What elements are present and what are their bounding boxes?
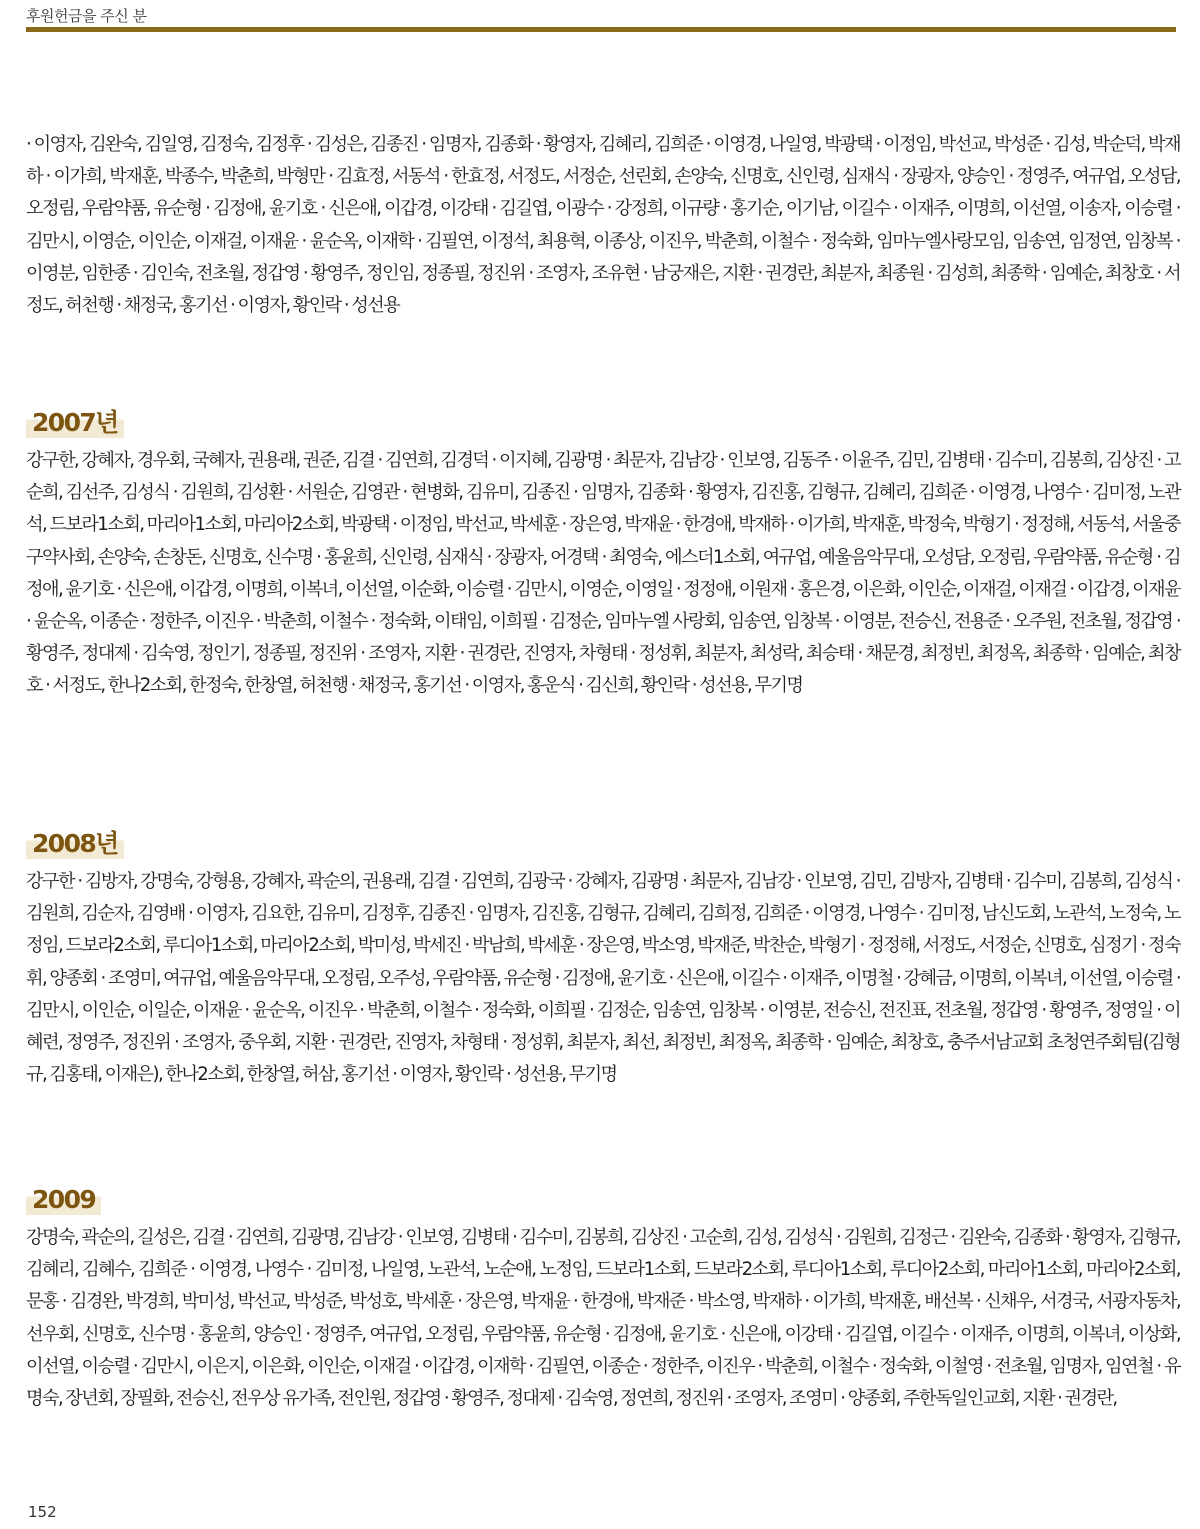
donor-list: 강구한, 강혜자, 경우회, 국혜자, 권용래, 권준, 김결 · 김연희, 김경덕 · 이지혜, 김광명 · 최문자, 김남강 · 인보영, 김동주 · 이윤주, 김민, 김병태 · 김수미, 김봉희, 김상진 · 고순희, 김선주, 김성식 · 김원희, 김성환 · 서원순, 김영관 · 현병화, 김유미, 김종진 · 임명자, 김종화 · 황영자, 김진홍, 김형규, 김혜리, 김희준 · 이영경, 나영수 · 김미정, 노관석, 드보라1소회, 마리아1소회, 마리아2소회, 박광택 · 이정임, 박선교, 박세훈 · 장은영, 박재윤 · 한경애, 박재하 · 이가희, 박재훈, 박정숙, 박형기 · 정정해, 서동석, 서울중구약사회, 손양숙, 손창돈, 신명호, 신수명 · 홍윤희, 신인령, 심재식 · 장광자, 어경택 · 최영숙, 에스더1소회, 여규업, 예울음악무대, 오성담, 오정림, 우람약품, 유순형 · 김정애, 윤기호 · 신은애, 이갑경, 이명희, 이복녀, 이선열, 이순화, 이승렬 · 김만시, 이영순, 이영일 · 정정애, 이원재 · 홍은경, 이은화, 이인순, 이재걸, 이재걸 · 이갑경, 이재윤 · 윤순옥, 이종순 · 정한주, 이진우 · 박춘희, 이철수 · 정숙화, 이태임, 이희필 · 김정순, 임마누엘 사랑회, 임송연, 임창복 · 이영분, 전승신, 전용준 · 오주원, 전초월, 정갑영 · 황영주, 정대제 · 김숙영, 정인기, 정종필, 정진위 · 조영자, 지환 · 권경란, 진영자, 차형태 · 정성휘, 최분자, 최성락, 최승태 · 채문경, 최정빈, 최정옥, 최종학 · 임예순, 최창호 · 서정도, 한나2소회, 한정숙, 한창열, 허천행 · 채정국, 홍기선 · 이영자, 홍운식 · 김신희, 황인락 · 성선용, 무기명 bbox=[26, 450, 1180, 697]
year-heading: 2008년 bbox=[26, 829, 124, 859]
donor-section-2009 bbox=[26, 1185, 1180, 1415]
donor-list: 강구한 · 김방자, 강명숙, 강형용, 강혜자, 곽순의, 권용래, 김결 · 김연희, 김광국 · 강혜자, 김광명 · 최문자, 김남강 · 인보영, 김민, 김방자, 김병태 · 김수미, 김봉희, 김성식 · 김원희, 김순자, 김영배 · 이영자, 김요한, 김유미, 김정후, 김종진 · 임명자, 김진홍, 김형규, 김혜리, 김희정, 김희준 · 이영경, 나영수 · 김미정, 남신도회, 노관석, 노정숙, 노정임, 드보라2소회, 루디아1소회, 마리아2소회, 박미성, 박세진 · 박남희, 박세훈 · 장은영, 박소영, 박재준, 박찬순, 박형기 · 정정해, 서정도, 서정순, 신명호, 심정기 · 정숙휘, 양종회 · 조영미, 여규업, 예울음악무대, 오정림, 오주성, 우람약품, 유순형 · 김정애, 윤기호 · 신은애, 이길수 · 이재주, 이명철 · 강혜금, 이명희, 이복녀, 이선열, 이승렬 · 김만시, 이인순, 이일순, 이재윤 · 윤순옥, 이진우 · 박춘희, 이철수 · 정숙화, 이희필 · 김정순, 임송연, 임창복 · 이영분, 전승신, 전진표, 전초월, 정갑영 · 황영주, 정영일 · 이혜련, 정영주, 정진위 · 조영자, 중우회, 지환 · 권경란, 진영자, 차형태 · 정성휘, 최분자, 최선, 최정빈, 최정옥, 최종학 · 임예순, 최창호, 충주서남교회 초청연주회팀(김형규, 김홍태, 이재은), 한나2소회, 한창열, 허삼, 홍기선 · 이영자, 황인락 · 성선용, 무기명 bbox=[26, 871, 1180, 1086]
header-rule bbox=[26, 27, 1176, 32]
year-heading: 2009 bbox=[26, 1185, 101, 1215]
donor-section-2007 bbox=[26, 408, 1180, 703]
donor-list: · 이영자, 김완숙, 김일영, 김정숙, 김정후 · 김성은, 김종진 · 임명자, 김종화 · 황영자, 김혜리, 김희준 · 이영경, 나일영, 박광택 · 이정임, 박선교, 박성준 · 김성, 박순덕, 박재하 · 이가희, 박재훈, 박종수, 박춘희, 박형만 · 김효정, 서동석 · 한효정, 서정도, 서정순, 선린회, 손양숙, 신명호, 신인령, 심재식 · 장광자, 양승인 · 정영주, 여규업, 오성담, 오정림, 우람약품, 유순형 · 김정애, 윤기호 · 신은애, 이갑경, 이강태 · 김길엽, 이광수 · 강정희, 이규량 · 홍기순, 이기남, 이길수 · 이재주, 이명희, 이선열, 이송자, 이승렬 · 김만시, 이영순, 이인순, 이재걸, 이재윤 · 윤순옥, 이재학 · 김필연, 이정석, 최용혁, 이종상, 이진우, 박춘희, 이철수 · 정숙화, 임마누엘사랑모임, 임송연, 임정연, 임창복 · 이영분, 임한종 · 김인숙, 전초월, 정갑영 · 황영주, 정인임, 정종필, 정진위 · 조영자, 조유현 · 남궁재은, 지환 · 권경란, 최분자, 최종원 · 김성희, 최종학 · 임예순, 최창호 · 서정도, 허천행 · 채정국, 홍기선 · 이영자, 황인락 · 성선용 bbox=[26, 134, 1180, 317]
donor-list: 강명숙, 곽순의, 길성은, 김결 · 김연희, 김광명, 김남강 · 인보영, 김병태 · 김수미, 김봉희, 김상진 · 고순희, 김성, 김성식 · 김원희, 김정근 · 김완숙, 김종화 · 황영자, 김형규, 김혜리, 김혜수, 김희준 · 이영경, 나영수 · 김미정, 나일영, 노관석, 노순애, 노정임, 드보라1소회, 드보라2소회, 루디아1소회, 루디아2소회, 마리아1소회, 마리아2소회, 문홍 · 김경완, 박경희, 박미성, 박선교, 박성준, 박성호, 박세훈 · 장은영, 박재윤 · 한경애, 박재준 · 박소영, 박재하 · 이가희, 박재훈, 배선복 · 신채우, 서경국, 서광자동차, 선우회, 신명호, 신수명 · 홍윤희, 양승인 · 정영주, 여규업, 오정림, 우람약품, 유순형 · 김정애, 윤기호 · 신은애, 이강태 · 김길엽, 이길수 · 이재주, 이명희, 이복녀, 이상화, 이선열, 이승렬 · 김만시, 이은지, 이은화, 이인순, 이재걸 · 이갑경, 이재학 · 김필연, 이종순 · 정한주, 이진우 · 박춘희, 이철수 · 정숙화, 이철영 · 전초월, 임명자, 임연철 · 유명숙, 장년회, 장필화, 전승신, 전우상 유가족, 전인원, 정갑영 · 황영주, 정대제 · 김숙영, 정연희, 정진위 · 조영자, 조영미 · 양종회, 주한독일인교회, 지환 · 권경란, bbox=[26, 1227, 1180, 1410]
donor-section-2008 bbox=[26, 829, 1180, 1091]
year-heading: 2007년 bbox=[26, 408, 124, 438]
page-number: 152 bbox=[28, 1503, 57, 1521]
donor-section-continued bbox=[26, 129, 1180, 322]
running-title: 후원헌금을 주신 분 bbox=[26, 7, 147, 25]
